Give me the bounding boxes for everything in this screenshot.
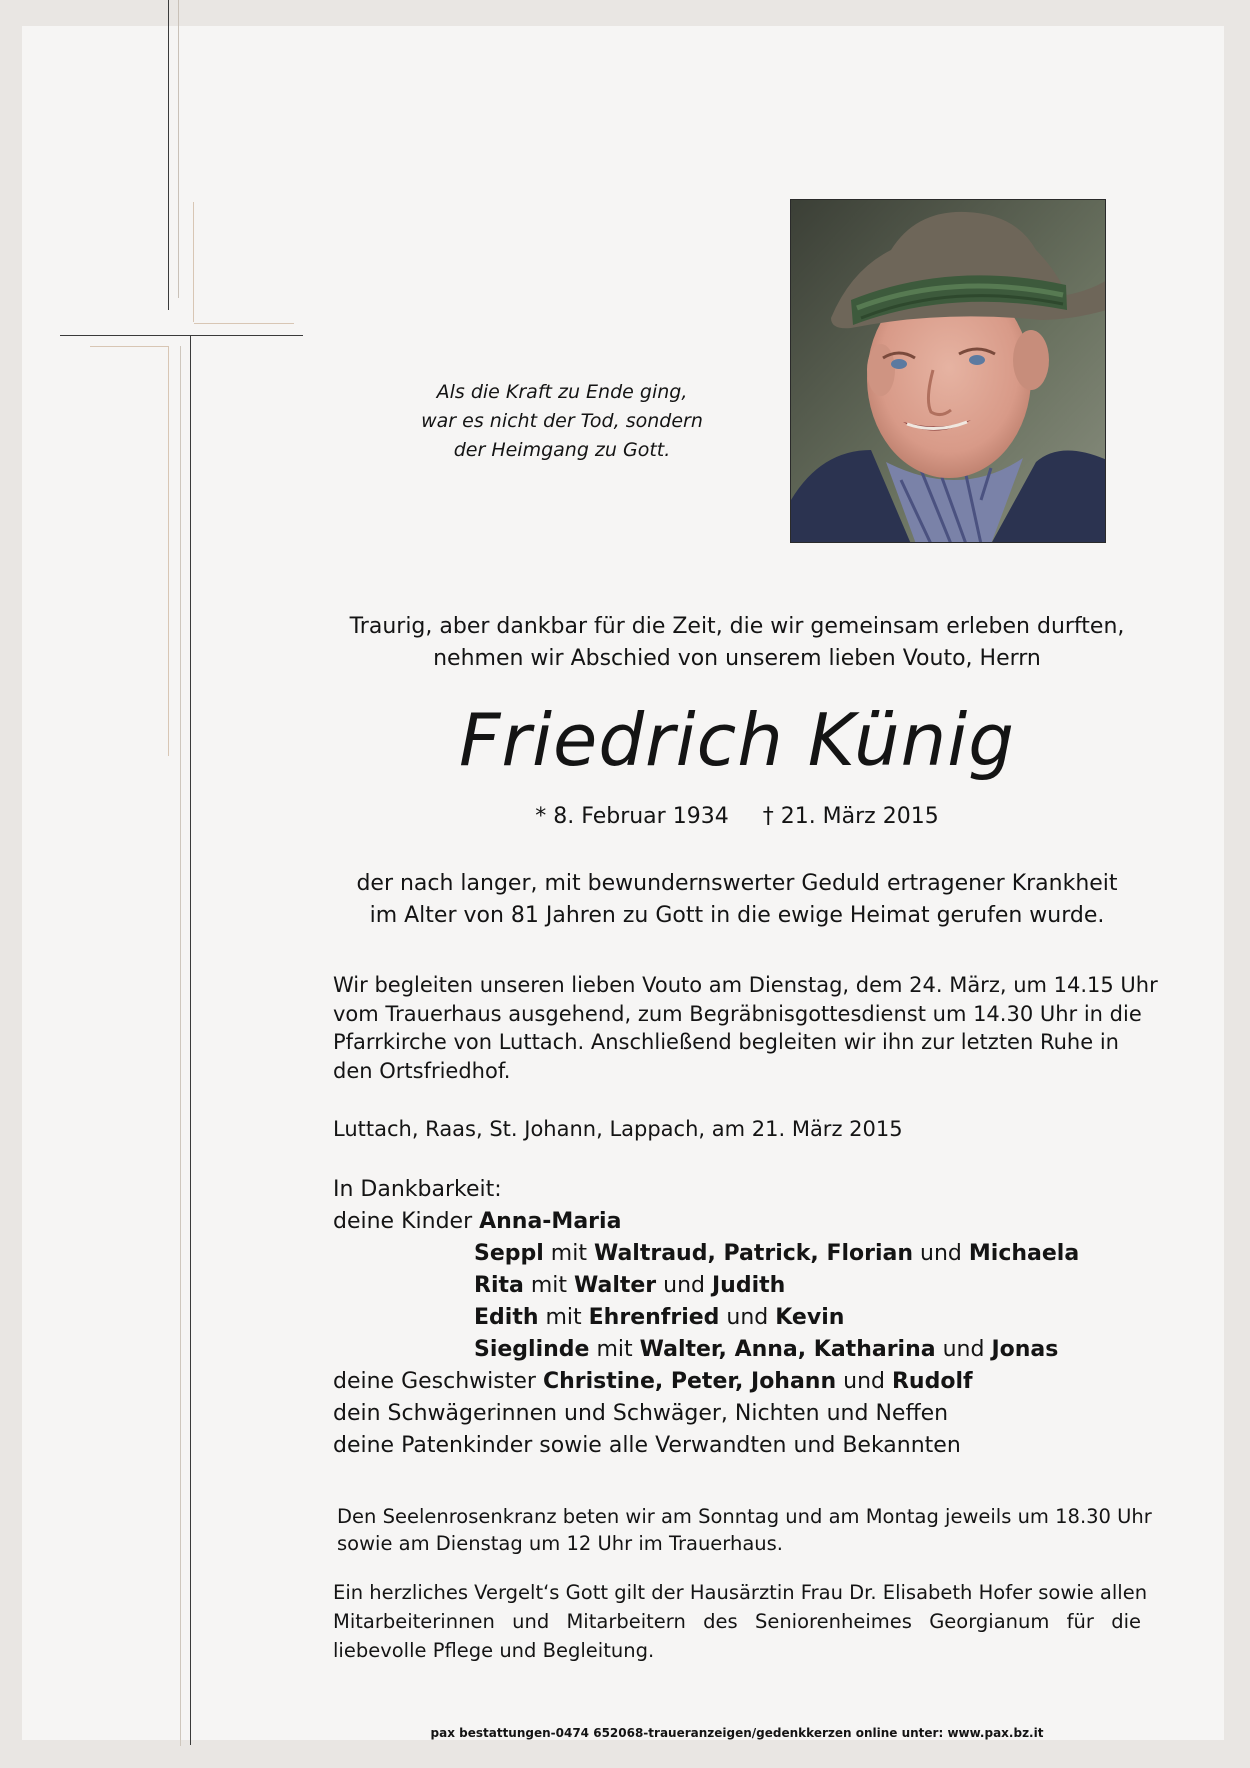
funeral-announcement [333,971,1158,1085]
family-line-child: Seppl mit Waltraud, Patrick, Florian und Michaela [474,1241,1080,1266]
illness-line: der nach langer, mit bewundernswerter Geduld ertragener Krankheit [356,871,1118,896]
life-dates [272,804,1202,829]
thanks-notice [333,1578,1148,1665]
rosary-notice [337,1503,1152,1557]
quote-line: war es nicht der Tod, sondern [421,410,703,432]
cross-line-vertical-dark [168,0,169,310]
funeral-line: Pfarrkirche von Luttach. Anschließend begleiten wir ihn zur letzten Ruhe in [333,1030,1119,1054]
intro-text [272,611,1202,675]
cross-line-beige-horizontal-upper [194,323,294,324]
family-line-child: Rita mit Walter und Judith [474,1273,786,1298]
birth-date: * 8. Februar 1934 [535,804,729,829]
illness-text [272,868,1202,932]
portrait-photo [790,199,1106,543]
funeral-line: vom Trauerhaus ausgehend, zum Begräbnisgottesdienst um 14.30 Uhr in die [333,1001,1142,1026]
portrait-illustration [791,200,1106,543]
cross-line-vertical-main-thin [180,346,181,1746]
family-line-child: Edith mit Ehrenfried und Kevin [474,1305,845,1330]
family-line-child: Sieglinde mit Walter, Anna, Katharina und Jonas [474,1337,1059,1362]
rosary-line: Den Seelenrosenkranz beten wir am Sonntag und am Montag jeweils um 18.30 Uhr [337,1505,1152,1528]
quote-line: Als die Kraft zu Ende ging, [436,381,688,403]
deceased-name: Friedrich Künig [459,698,1015,782]
cross-line-vertical-main [190,335,191,1745]
cross-line-vertical-thin [178,0,179,298]
family-line-inlaws: dein Schwägerinnen und Schwäger, Nichten und Neffen [333,1401,949,1426]
thanks-line: Ein herzliches Vergelt‘s Gott gilt der Hausärztin Frau Dr. Elisabeth Hofer sowie allen [333,1581,1148,1604]
rosary-line: sowie am Dienstag um 12 Uhr im Trauerhaus. [337,1532,784,1555]
intro-line: nehmen wir Abschied von unserem lieben Vouto, Herrn [433,646,1041,671]
death-date: † 21. März 2015 [762,804,939,829]
obituary-page [22,26,1224,1740]
cross-line-beige-horizontal-lower [90,346,168,347]
cross-line-beige-vertical-lower [168,346,169,756]
thanks-line: liebevolle Pflege und Begleitung. [333,1639,655,1662]
intro-line: Traurig, aber dankbar für die Zeit, die wir gemeinsam erleben durften, [349,614,1125,639]
family-line-children: deine Kinder Anna-Maria [333,1209,622,1234]
quote-line: der Heimgang zu Gott. [453,439,671,461]
family-line-godchildren: deine Patenkinder sowie alle Verwandten und Bekannten [333,1433,961,1458]
footer-imprint: pax bestattungen-0474 652068-traueranzeigen/gedenkkerzen online unter: www.pax.bz.it [430,1726,1044,1740]
place-date: Luttach, Raas, St. Johann, Lappach, am 21. März 2015 [333,1117,903,1141]
opening-quote [382,378,742,465]
family-line-siblings: deine Geschwister Christine, Peter, Johann und Rudolf [333,1369,973,1394]
cross-line-beige-vertical-upper [193,202,194,322]
funeral-line: Wir begleiten unseren lieben Vouto am Dienstag, dem 24. März, um 14.15 Uhr [333,973,1158,997]
thanks-line: Mitarbeiterinnen und Mitarbeitern des Seniorenheimes Georgianum für die [333,1610,1141,1633]
illness-line: im Alter von 81 Jahren zu Gott in die ewige Heimat gerufen wurde. [369,903,1105,928]
mourners-list [333,1174,1153,1462]
cross-line-horizontal-right [190,335,303,336]
cross-line-horizontal-left [60,335,190,336]
funeral-line: den Ortsfriedhof. [333,1058,511,1083]
family-heading: In Dankbarkeit: [333,1177,502,1202]
